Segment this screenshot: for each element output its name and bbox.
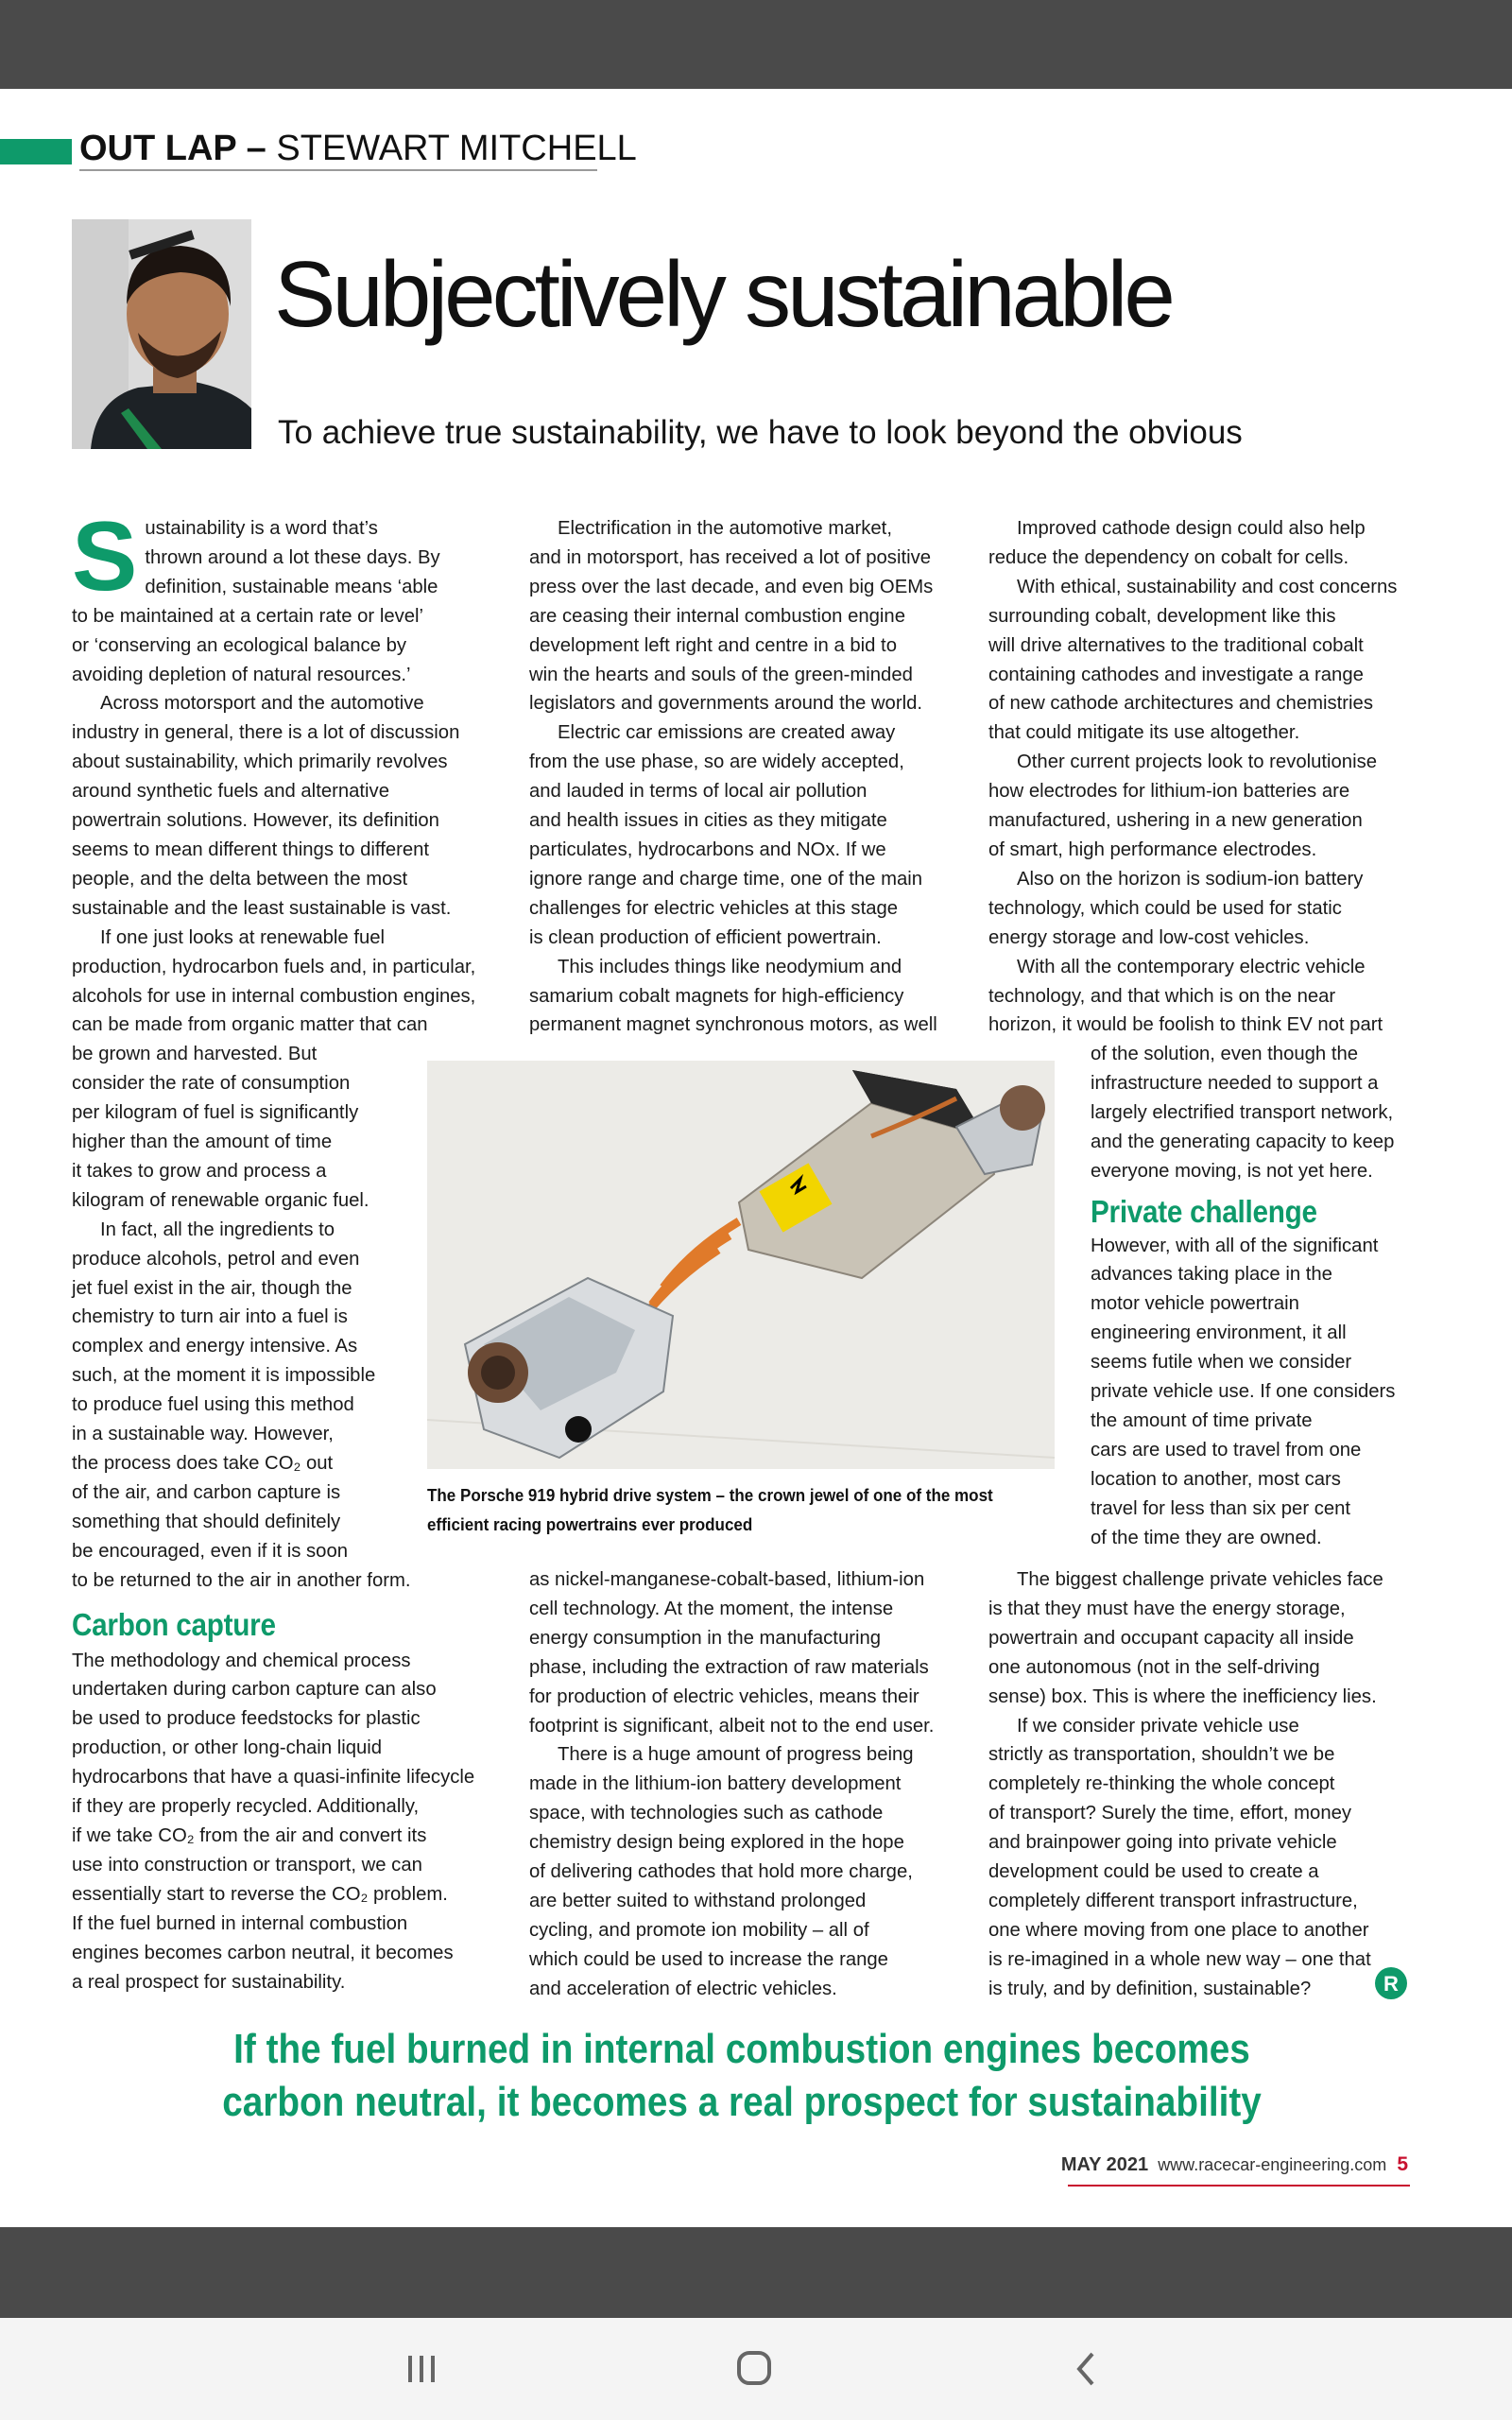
text-line: how electrodes for lithium-ion batteries are [988, 781, 1350, 803]
home-button[interactable] [726, 2342, 782, 2395]
text-line: made in the lithium-ion battery development [529, 1773, 902, 1795]
pull-quote-line: If the fuel burned in internal combustion engines becomes [233, 2026, 1250, 2072]
text-line: engines becomes carbon neutral, it becomes [72, 1942, 454, 1963]
text-line: cycling, and promote ion mobility – all of [529, 1919, 869, 1941]
powertrain-photo [427, 1061, 1055, 1469]
text-line: is clean production of efficient powertrain. [529, 926, 882, 948]
text-line: definition, sustainable means ‘able [145, 576, 438, 597]
drop-cap: S [72, 502, 138, 612]
text-line: can be made from organic matter that can [72, 1014, 428, 1036]
text-line: one autonomous (not in the self-driving [988, 1656, 1320, 1678]
column-3-narrow [1091, 1040, 1395, 1553]
text-line: of the solution, even though the [1091, 1044, 1359, 1064]
text-line: complex and energy intensive. As [72, 1336, 358, 1357]
text-line: reduce the dependency on cobalt for cells. [988, 546, 1349, 568]
text-line: be grown and harvested. But [72, 1044, 318, 1065]
text-line: of the time they are owned. [1091, 1527, 1322, 1548]
text-line: powertrain and occupant capacity all inside [988, 1627, 1354, 1649]
author-portrait [72, 219, 251, 449]
text-line: Improved cathode design could also help [1017, 518, 1366, 539]
text-line: Electric car emissions are created away [558, 722, 896, 744]
section-label: OUT LAP – [79, 129, 266, 168]
text-line: and the generating capacity to keep [1091, 1131, 1395, 1152]
reader-bottom-bar [0, 2227, 1512, 2318]
text-line: powertrain solutions. However, its definition [72, 810, 439, 832]
text-line: and health issues in cities as they mitigate [529, 810, 887, 832]
text-line: if we take CO₂ from the air and convert its [72, 1824, 427, 1846]
text-line: However, with all of the significant [1091, 1235, 1379, 1256]
text-line: If one just looks at renewable fuel [100, 926, 386, 948]
photo-caption [427, 1480, 993, 1539]
text-line: that could mitigate its use altogether. [988, 722, 1300, 744]
end-mark-letter: R [1383, 1972, 1399, 1996]
text-line: phase, including the extraction of raw materials [529, 1656, 929, 1678]
subheading-private-challenge: Private challenge [1091, 1193, 1317, 1229]
column-2-top [529, 514, 937, 1040]
text-line: space, with technologies such as cathode [529, 1803, 884, 1824]
text-line: With all the contemporary electric vehicle [1017, 956, 1366, 977]
text-line: cell technology. At the moment, the intense [529, 1598, 894, 1619]
text-line: advances taking place in the [1091, 1264, 1332, 1286]
text-line: development left right and centre in a bid to [529, 634, 897, 656]
text-line: seems futile when we consider [1091, 1352, 1352, 1374]
standfirst: To achieve true sustainability, we have to look beyond the obvious [278, 414, 1243, 451]
home-icon [726, 2342, 782, 2395]
text-line: This includes things like neodymium and [558, 956, 902, 977]
text-line: produce alcohols, petrol and even [72, 1248, 360, 1270]
text-line: cars are used to travel from one [1091, 1439, 1362, 1461]
header-rule [79, 169, 597, 171]
text-line: be used to produce feedstocks for plastic [72, 1708, 421, 1730]
text-line: industry in general, there is a lot of discussion [72, 722, 460, 744]
text-line: Electrification in the automotive market, [558, 518, 892, 539]
pull-quote-line: carbon neutral, it becomes a real prospect for sustainability [222, 2079, 1262, 2125]
issue-date: MAY 2021 [1060, 2154, 1149, 2175]
text-line: is truly, and by definition, sustainable? [988, 1978, 1312, 1999]
page-number: 5 [1397, 2153, 1408, 2175]
text-line: avoiding depletion of natural resources.’ [72, 664, 411, 685]
text-line: footprint is significant, albeit not to the end user. [529, 1715, 935, 1737]
text-line: win the hearts and souls of the green-minded [529, 664, 913, 685]
text-line: and brainpower going into private vehicle [988, 1832, 1337, 1854]
text-line: surrounding cobalt, development like this [988, 605, 1336, 627]
recents-icon [393, 2342, 450, 2395]
back-icon [1058, 2342, 1115, 2395]
text-line: alcohols for use in internal combustion engines, [72, 985, 476, 1007]
text-line: production, hydrocarbon fuels and, in particular, [72, 956, 476, 977]
text-line: as nickel-manganese-cobalt-based, lithium-ion [529, 1569, 925, 1590]
text-line: and acceleration of electric vehicles. [529, 1978, 837, 1999]
text-line: Across motorsport and the automotive [100, 693, 424, 715]
text-line: kilogram of renewable organic fuel. [72, 1189, 369, 1211]
text-line: from the use phase, so are widely accepted, [529, 752, 904, 773]
subheading-carbon-capture: Carbon capture [72, 1606, 276, 1642]
text-line: manufactured, ushering in a new generation [988, 810, 1363, 832]
text-line: ignore range and charge time, one of the main [529, 868, 923, 890]
recents-button[interactable] [393, 2342, 450, 2395]
text-line: particulates, hydrocarbons and NOx. If we [529, 838, 886, 860]
back-button[interactable] [1058, 2342, 1115, 2395]
end-of-article-mark [1374, 1966, 1408, 2000]
text-line: private vehicle use. If one considers [1091, 1381, 1396, 1403]
text-line: it takes to grow and process a [72, 1160, 327, 1182]
text-line: higher than the amount of time [72, 1132, 333, 1153]
text-line: There is a huge amount of progress being [558, 1744, 914, 1766]
text-line: energy storage and low-cost vehicles. [988, 926, 1310, 948]
caption-line: The Porsche 919 hybrid drive system – the crown jewel of one of the most [427, 1485, 993, 1505]
text-line: Also on the horizon is sodium-ion battery [1017, 868, 1364, 890]
website-url: www.racecar-engineering.com [1158, 2155, 1387, 2174]
text-line: Other current projects look to revolutionise [1017, 752, 1378, 773]
text-line: everyone moving, is not yet here. [1091, 1160, 1373, 1182]
text-line: to be maintained at a certain rate or level’ [72, 605, 424, 627]
text-line: of delivering cathodes that hold more charge, [529, 1861, 913, 1883]
text-line: press over the last decade, and even big OEMs [529, 576, 934, 597]
text-line: chemistry design being explored in the hope [529, 1832, 904, 1854]
text-line: in a sustainable way. However, [72, 1424, 334, 1445]
text-line: for production of electric vehicles, means their [529, 1685, 919, 1707]
text-line: travel for less than six per cent [1091, 1497, 1351, 1519]
text-line: ustainability is a word that’s [145, 518, 378, 539]
text-line: is re-imagined in a whole new way – one that [988, 1948, 1371, 1970]
text-line: a real prospect for sustainability. [72, 1971, 346, 1993]
text-line: permanent magnet synchronous motors, as well [529, 1014, 937, 1036]
text-line: If the fuel burned in internal combustion [72, 1912, 408, 1934]
caption-line: efficient racing powertrains ever produced [427, 1514, 753, 1534]
text-line: With ethical, sustainability and cost concerns [1017, 576, 1398, 597]
text-line: consider the rate of consumption [72, 1073, 351, 1095]
text-line: per kilogram of fuel is significantly [72, 1102, 359, 1124]
column-3-bottom [988, 1565, 1383, 2004]
text-line: will drive alternatives to the traditional cobalt [988, 634, 1364, 656]
text-line: If we consider private vehicle use [1017, 1715, 1299, 1737]
author-name: STEWART MITCHELL [276, 129, 637, 168]
text-line: In fact, all the ingredients to [100, 1219, 335, 1240]
text-line: horizon, it would be foolish to think EV not part [988, 1014, 1383, 1036]
text-line: infrastructure needed to support a [1091, 1072, 1379, 1094]
pull-quote [89, 2023, 1395, 2129]
text-line: is that they must have the energy storage, [988, 1598, 1346, 1619]
text-line: people, and the delta between the most [72, 868, 408, 890]
text-line: of smart, high performance electrodes. [988, 838, 1317, 860]
text-line: if they are properly recycled. Additionally, [72, 1796, 420, 1818]
text-line: technology, which could be used for static [988, 897, 1342, 919]
text-line: something that should definitely [72, 1511, 341, 1532]
column-2-bottom [529, 1565, 934, 2004]
column-3-top [988, 514, 1397, 1040]
text-line: and lauded in terms of local air pollution [529, 781, 868, 803]
text-line: around synthetic fuels and alternative [72, 781, 389, 803]
text-line: motor vehicle powertrain [1091, 1293, 1299, 1315]
text-line: technology, and that which is on the near [988, 985, 1336, 1007]
text-line: or ‘conserving an ecological balance by [72, 634, 407, 656]
text-line: challenges for electric vehicles at this stage [529, 897, 899, 919]
text-line: be encouraged, even if it is soon [72, 1540, 349, 1562]
text-line: one where moving from one place to another [988, 1919, 1369, 1941]
text-line: of transport? Surely the time, effort, money [988, 1803, 1352, 1824]
text-line: jet fuel exist in the air, though the [72, 1277, 352, 1299]
text-line: such, at the moment it is impossible [72, 1365, 376, 1387]
text-line: strictly as transportation, shouldn’t we be [988, 1744, 1335, 1766]
text-line: which could be used to increase the range [529, 1948, 888, 1970]
text-line: samarium cobalt magnets for high-efficiency [529, 985, 904, 1007]
text-line: use into construction or transport, we can [72, 1854, 422, 1876]
text-line: hydrocarbons that have a quasi-infinite lifecycle [72, 1767, 475, 1789]
text-line: and in motorsport, has received a lot of positive [529, 546, 932, 568]
section-header [79, 129, 637, 169]
article-title: Subjectively sustainable [274, 242, 1172, 346]
text-line: about sustainability, which primarily revolves [72, 752, 448, 773]
text-line: are better suited to withstand prolonged [529, 1890, 867, 1911]
text-line: development could be used to create a [988, 1861, 1319, 1883]
text-line: to produce fuel using this method [72, 1394, 354, 1416]
text-line: completely re-thinking the whole concept [988, 1773, 1335, 1795]
text-line: thrown around a lot these days. By [145, 546, 440, 568]
text-line: chemistry to turn air into a fuel is [72, 1306, 348, 1328]
text-line: The methodology and chemical process [72, 1650, 411, 1671]
text-line: seems to mean different things to different [72, 838, 430, 860]
top-status-bar [0, 0, 1512, 89]
text-line: sustainable and the least sustainable is vast. [72, 897, 452, 919]
section-color-bar [0, 139, 72, 164]
text-line: The biggest challenge private vehicles face [1017, 1569, 1383, 1590]
text-line: sense) box. This is where the inefficiency lies. [988, 1685, 1377, 1707]
text-line: largely electrified transport network, [1091, 1101, 1394, 1123]
text-line: the amount of time private [1091, 1409, 1313, 1431]
text-line: of the air, and carbon capture is [72, 1481, 341, 1503]
text-line: production, or other long-chain liquid [72, 1737, 383, 1759]
text-line: containing cathodes and investigate a range [988, 664, 1364, 685]
text-line: location to another, most cars [1091, 1468, 1341, 1490]
page-footer [1061, 2153, 1408, 2176]
text-line: are ceasing their internal combustion engine [529, 605, 905, 627]
text-line: legislators and governments around the world. [529, 693, 923, 715]
text-line: undertaken during carbon capture can also [72, 1679, 437, 1701]
text-line: energy consumption in the manufacturing [529, 1627, 882, 1649]
text-line: to be returned to the air in another form. [72, 1569, 411, 1591]
text-line: of new cathode architectures and chemistries [988, 693, 1373, 715]
text-line: the process does take CO₂ out [72, 1453, 334, 1474]
text-line: engineering environment, it all [1091, 1322, 1347, 1344]
footer-rule [1068, 2185, 1410, 2187]
text-line: completely different transport infrastructure, [988, 1890, 1358, 1911]
text-line: essentially start to reverse the CO₂ problem. [72, 1883, 448, 1905]
